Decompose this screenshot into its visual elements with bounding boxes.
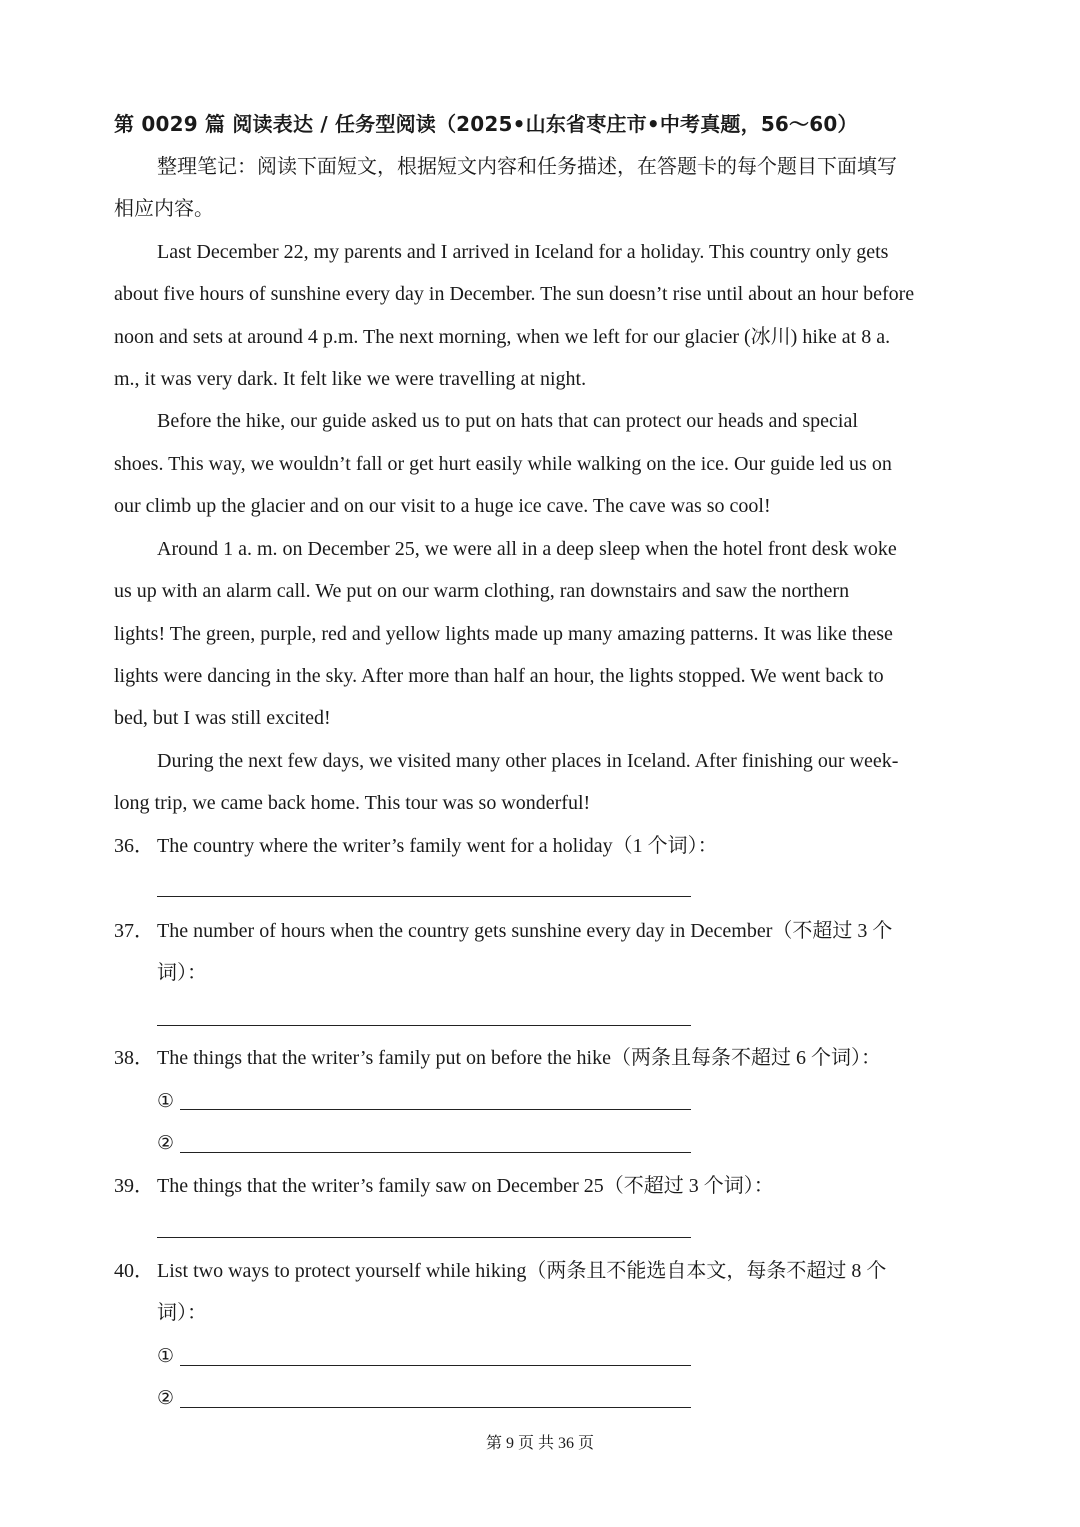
passage-line: Around 1 a. m. on December 25, we were all in a deep sleep when the hotel front desk woke — [157, 538, 897, 560]
passage-line: Last December 22, my parents and I arrived in Iceland for a holiday. This country only gets — [157, 241, 889, 263]
passage-line: long trip, we came back home. This tour was so wonderful! — [114, 792, 591, 814]
question-number: 39． — [114, 1175, 154, 1197]
answer-blank-2[interactable] — [180, 1407, 691, 1408]
passage-line: During the next few days, we visited many other places in Iceland. After finishing our week- — [157, 750, 899, 772]
question-text: List two ways to protect yourself while hiking（两条且不能选自本文，每条不超过 8 个 — [157, 1260, 887, 1282]
passage-line: m., it was very dark. It felt like we were travelling at night. — [114, 368, 587, 390]
passage-line: Before the hike, our guide asked us to put on hats that can protect our heads and special — [157, 410, 858, 432]
instructions-line-2: 相应内容。 — [114, 198, 214, 220]
answer-marker-2: ② — [157, 1132, 175, 1154]
question-text-continued: 词）： — [157, 962, 207, 984]
question-text: The things that the writer’s family saw on December 25（不超过 3 个词）： — [157, 1175, 774, 1197]
answer-blank[interactable] — [157, 896, 691, 897]
question-text: The number of hours when the country gets sunshine every day in December（不超过 3 个 — [157, 920, 893, 942]
answer-blank-1[interactable] — [180, 1109, 691, 1110]
passage-line: our climb up the glacier and on our visit to a huge ice cave. The cave was so cool! — [114, 495, 771, 517]
question-number: 37． — [114, 920, 154, 942]
answer-marker-1: ① — [157, 1090, 175, 1112]
page-title: 第 0029 篇 阅读表达 / 任务型阅读（2025•山东省枣庄市•中考真题，56～60） — [114, 112, 858, 136]
passage-line: bed, but I was still excited! — [114, 707, 331, 729]
question-text-continued: 词）： — [157, 1302, 207, 1324]
answer-blank[interactable] — [157, 1025, 691, 1026]
question-number: 36． — [114, 835, 154, 857]
passage-line: shoes. This way, we wouldn’t fall or get hurt easily while walking on the ice. Our guide led us on — [114, 453, 892, 475]
instructions-line-1: 整理笔记：阅读下面短文，根据短文内容和任务描述，在答题卡的每个题目下面填写 — [157, 156, 897, 178]
answer-marker-2: ② — [157, 1387, 175, 1409]
question-text: The things that the writer’s family put on before the hike（两条且每条不超过 6 个词）： — [157, 1047, 881, 1069]
passage-line: lights were dancing in the sky. After more than half an hour, the lights stopped. We went back to — [114, 665, 884, 687]
question-number: 38． — [114, 1047, 154, 1069]
passage-line: about five hours of sunshine every day in December. The sun doesn’t rise until about an hour before — [114, 283, 915, 305]
page-number: 第 9 页 共 36 页 — [485, 1435, 594, 1452]
answer-blank[interactable] — [157, 1237, 691, 1238]
passage-line: us up with an alarm call. We put on our warm clothing, ran downstairs and saw the northern — [114, 580, 850, 602]
answer-blank-2[interactable] — [180, 1152, 691, 1153]
answer-blank-1[interactable] — [180, 1365, 691, 1366]
answer-marker-1: ① — [157, 1345, 175, 1367]
passage-line: lights! The green, purple, red and yellow lights made up many amazing patterns. It was like these — [114, 623, 893, 645]
question-text: The country where the writer’s family went for a holiday（1 个词）： — [157, 835, 718, 857]
passage-line: noon and sets at around 4 p.m. The next morning, when we left for our glacier (冰川) hike at 8 a. — [114, 326, 891, 348]
question-number: 40． — [114, 1260, 154, 1282]
